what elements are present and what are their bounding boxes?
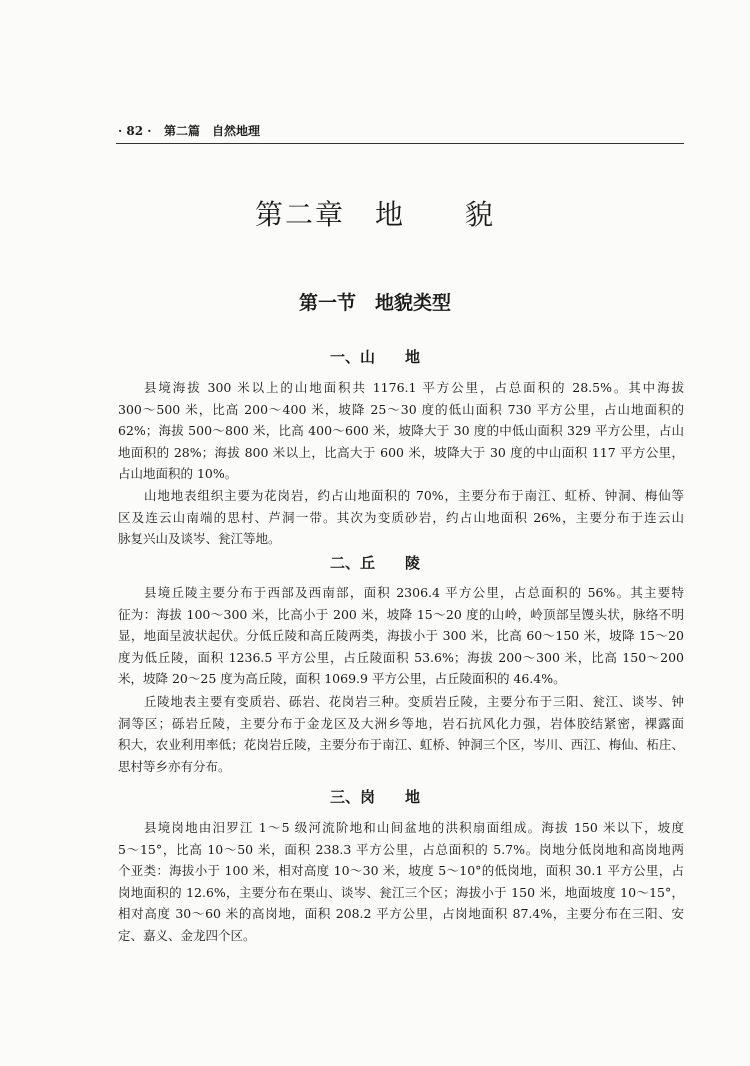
text-line: 相对高度 30～60 米的高岗地，面积 208.2 平方公里，占岗地面积 87.4%，主要分布在三阳、安 — [118, 906, 684, 922]
text-line: 征为：海拔 100～300 米，比高小于 200 米，坡降 15～20 度的山岭，岭顶部呈馒头状，脉络不明 — [118, 606, 684, 622]
text-line: 洞等区；砾岩丘陵，主要分布于金龙区及大洲乡等地，岩石抗风化力强，岩体胶结紧密，裸露面 — [118, 715, 684, 731]
text-line: 区及连云山南端的思村、芦洞一带。其次为变质砂岩，约占山地面积 26%，主要分布于连云山 — [118, 509, 684, 525]
header-rule — [116, 143, 684, 144]
page-number: · 82 · — [118, 124, 152, 138]
paragraph — [118, 377, 684, 485]
part-title: 第二篇 自然地理 — [163, 124, 260, 138]
paragraph — [118, 582, 684, 690]
subsection-title: 三、岗 地 — [329, 788, 420, 806]
text-line: 岗地面积的 12.6%，主要分布在栗山、谈岑、瓮江三个区；海拔小于 150 米，地面坡度 10～15°， — [118, 884, 684, 900]
subsection-title: 一、山 地 — [329, 348, 420, 366]
text-line: 县境海拔 300 米以上的山地面积共 1176.1 平方公里，占总面积的 28.5%。其中海拔 — [144, 380, 684, 395]
text-line: 县境丘陵主要分布于西部及西南部，面积 2306.4 平方公里，占总面积的 56%。其主要特 — [144, 585, 684, 600]
text-line: 定、嘉义、金龙四个区。 — [118, 927, 256, 943]
section-title: 第一节 地貌类型 — [298, 292, 451, 314]
text-line: 脉复兴山及谈岑、瓮江等地。 — [118, 531, 281, 547]
text-line: 思村等乡亦有分布。 — [118, 758, 231, 774]
text-line: 个亚类：海拔小于 100 米，相对高度 10～30 米，坡度 5～10°的低岗地，面积 30.1 平方公里，占 — [118, 863, 684, 879]
chapter-title: 第二章 地 貌 — [254, 198, 495, 231]
text-line: 积大，农业利用率低；花岗岩丘陵，主要分布于南江、虹桥、钟洞三个区，岑川、西江、梅仙、柘庄、 — [118, 737, 684, 753]
text-line: 300～500 米，比高 200～400 米，坡降 25～30 度的低山面积 730 平方公里，占山地面积的 — [118, 401, 684, 417]
paragraph — [118, 485, 684, 550]
text-line: 62%；海拔 500～800 米，比高 400～600 米，坡降大于 30 度的中低山面积 329 平方公里，占山 — [118, 423, 684, 439]
text-line: 县境岗地由汨罗江 1～5 级河流阶地和山间盆地的洪积扇面组成。海拔 150 米以下，坡度 — [144, 820, 684, 835]
paragraph — [118, 691, 684, 777]
text-line: 山地地表组织主要为花岗岩，约占山地面积的 70%，主要分布于南江、虹桥、钟洞、梅仙等 — [144, 488, 684, 503]
text-line: 度为低丘陵，面积 1236.5 平方公里，占丘陵面积 53.6%；海拔 200～300 米，比高 150～200 — [118, 649, 684, 665]
text-line: 丘陵地表主要有变质岩、砾岩、花岗岩三种。变质岩丘陵，主要分布于三阳、瓮江、谈岑、钟 — [144, 694, 684, 709]
subsection-title: 二、丘 陵 — [329, 554, 420, 572]
paragraph — [118, 817, 684, 947]
text-line: 米，坡降 20～25 度为高丘陵，面积 1069.9 平方公里，占丘陵面积的 46.4%。 — [118, 671, 566, 687]
text-line: 地面积的 28%；海拔 800 米以上，比高大于 600 米，坡降大于 30 度的中山面积 117 平方公里， — [118, 444, 684, 460]
text-line: 显，地面呈波状起伏。分低丘陵和高丘陵两类，海拔小于 300 米，比高 60～150 米，坡降 15～20 — [118, 628, 684, 644]
running-header — [118, 122, 260, 139]
text-line: 占山地面积的 10%。 — [118, 466, 238, 482]
text-line: 5～15°，比高 10～50 米，面积 238.3 平方公里，占总面积的 5.7%。岗地分低岗地和高岗地两 — [118, 841, 684, 857]
